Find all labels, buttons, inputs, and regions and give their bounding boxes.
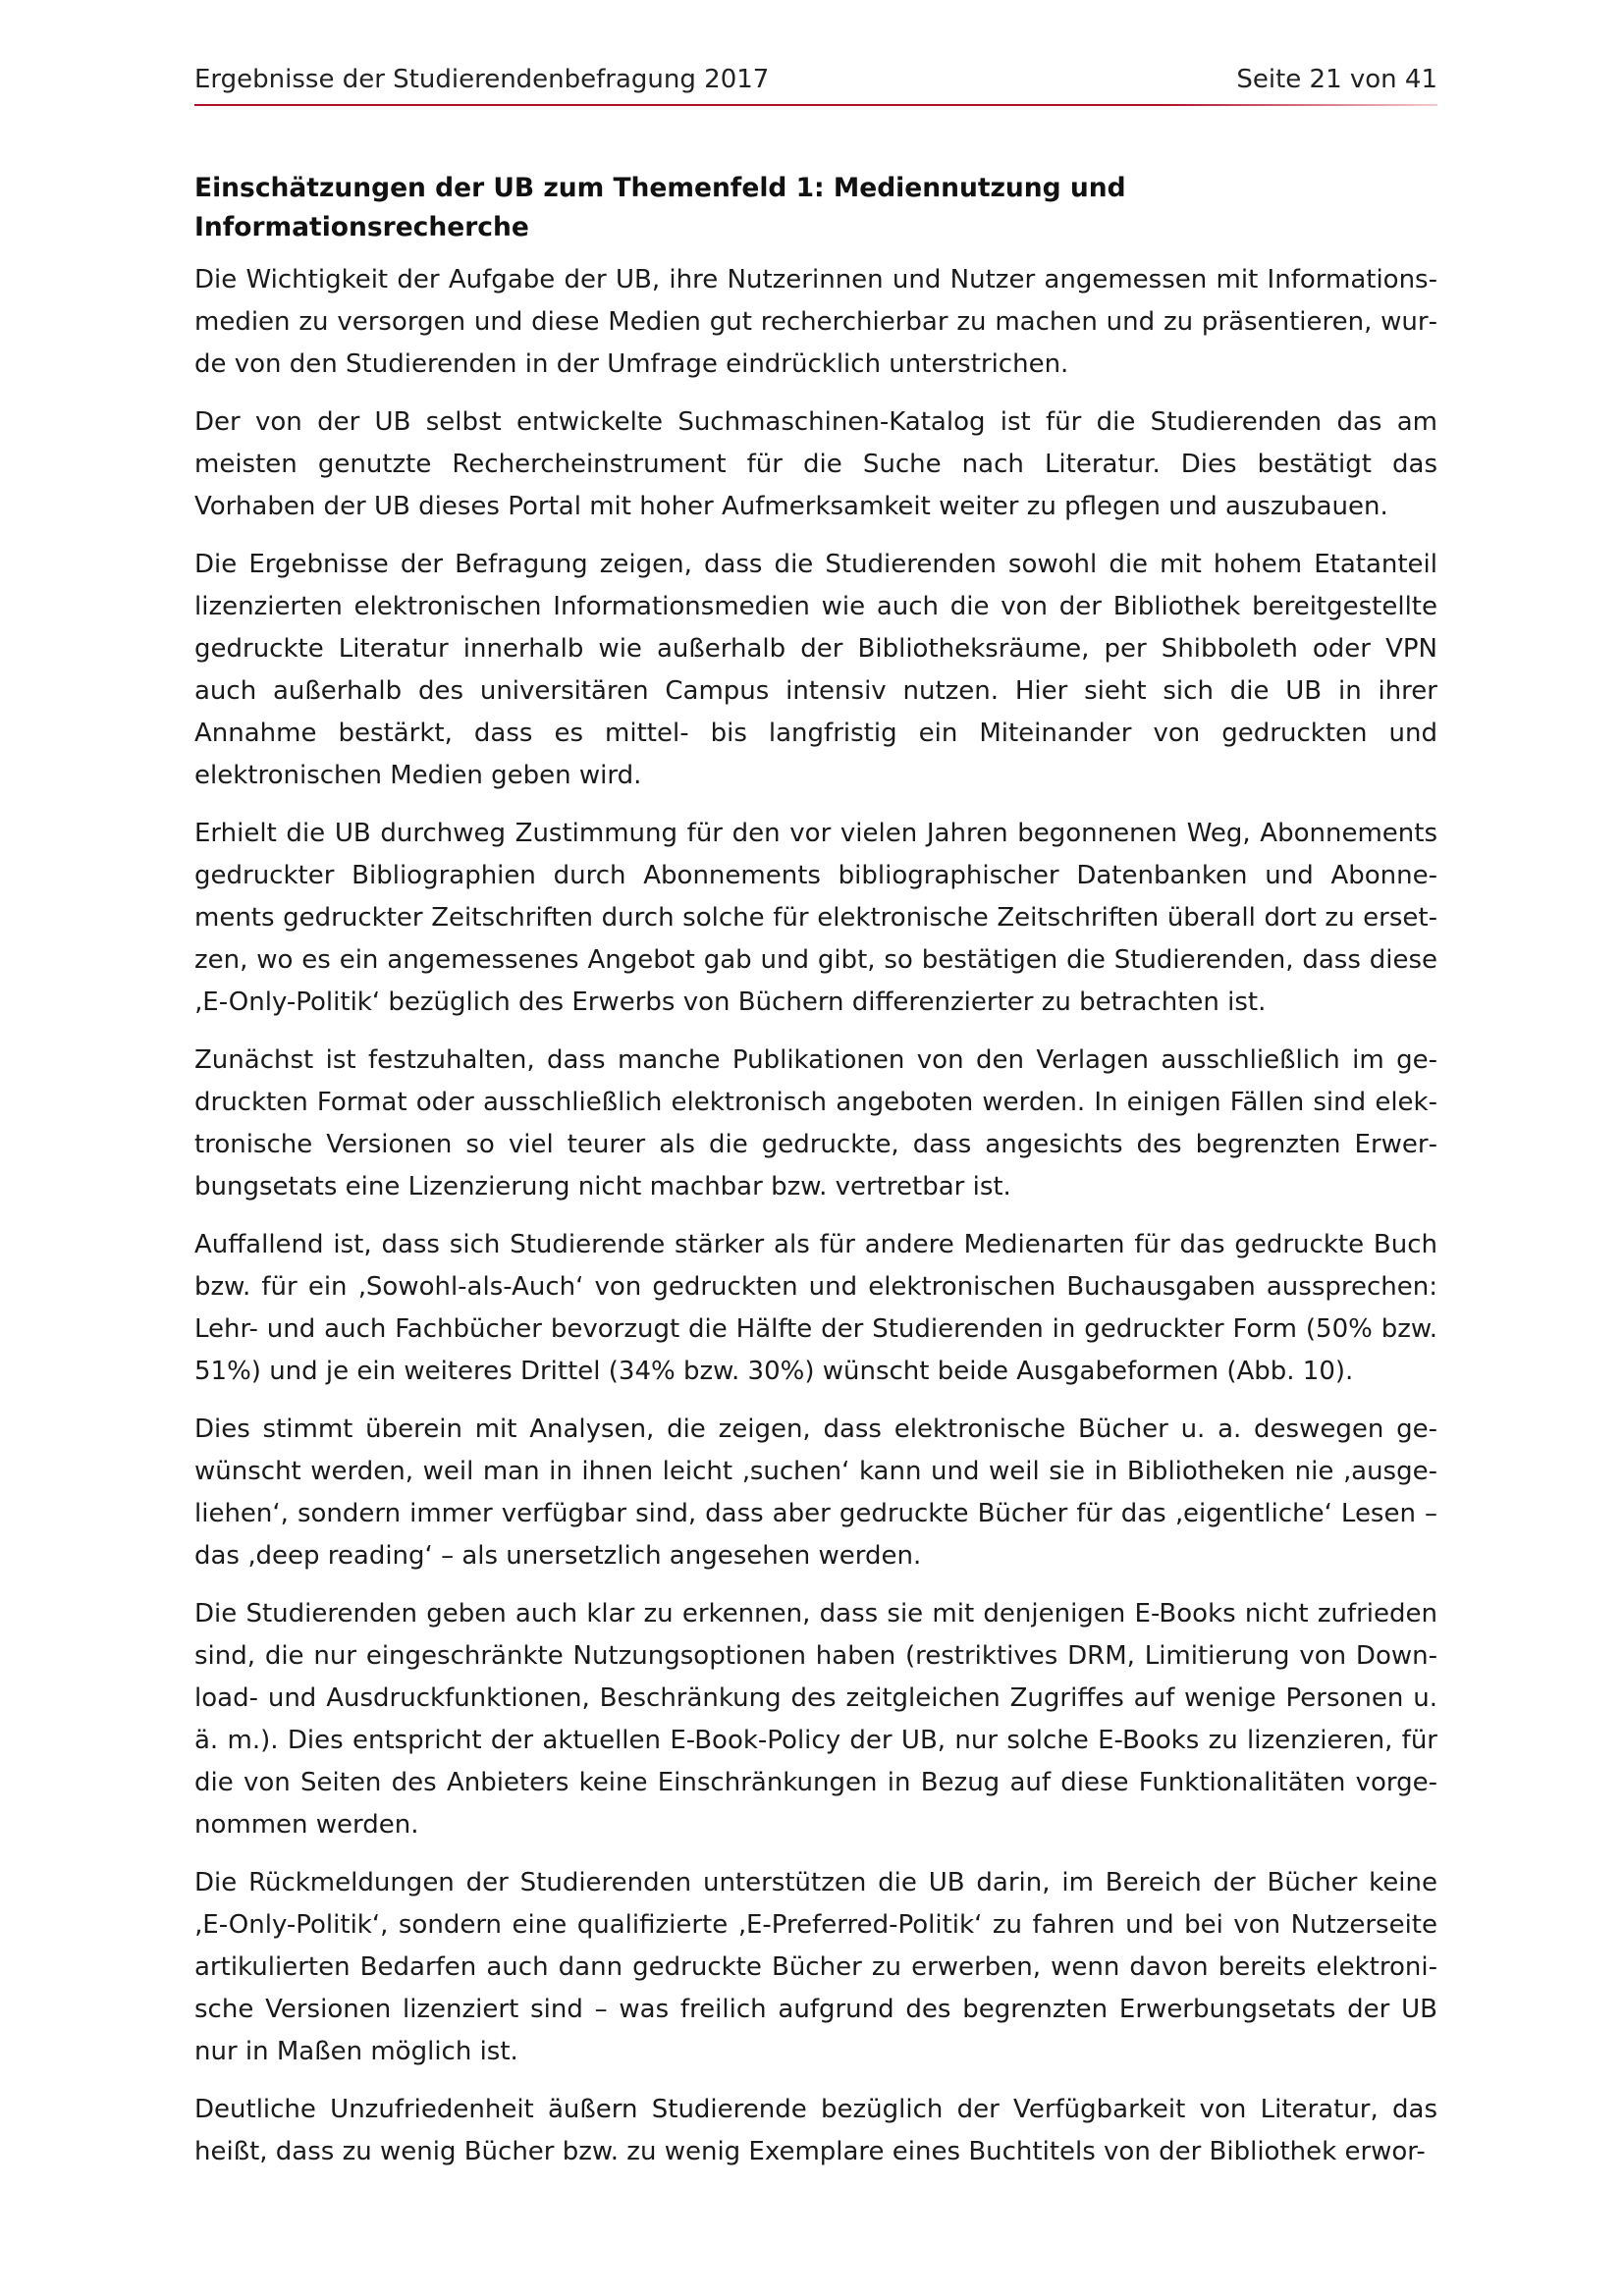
- paragraph: Die Studierenden geben auch klar zu erkennen, dass sie mit denjenigen E-Books nicht zufrieden sind, die nur eingeschränkte Nutzungsoptionen haben (restriktives DRM, Limitierung von Download- und Ausdruckfunktionen, Beschränkung des zeitgleichen Zugriffes auf wenige Personen u. ä. m.). Dies entspricht der aktuellen E-Book-Policy der UB, nur solche E-Books zu lizenzieren, für die von Seiten des Anbieters keine Einschränkungen in Bezug auf diese Funktionalitäten vorgenommen werden.: [194, 1599, 1437, 1840]
- page-body: [194, 169, 1437, 2189]
- header-divider: [194, 104, 1437, 106]
- document-title: Ergebnisse der Studierendenbefragung 2017: [194, 65, 770, 94]
- paragraph: Dies stimmt überein mit Analysen, die zeigen, dass elektronische Bücher u. a. deswegen gewünscht werden, weil man in ihnen leicht ‚suchen‘ kann und weil sie in Bibliotheken nie ‚ausgeliehen‘, sondern immer verfügbar sind, dass aber gedruckte Bücher für das ‚eigentliche‘ Lesen – das ‚deep reading‘ – als unersetzlich angesehen werden.: [194, 1415, 1437, 1571]
- paragraph: Die Rückmeldungen der Studierenden unterstützen die UB darin, im Bereich der Bücher keine ‚E-Only-Politik‘, sondern eine qualifizierte ‚E-Preferred-Politik‘ zu fahren und bei von Nutzerseite artikulierten Bedarfen auch dann gedruckte Bücher zu erwerben, wenn davon bereits elektronische Versionen lizenziert sind – was freilich aufgrund des begrenzten Erwerbungsetats der UB nur in Maßen möglich ist.: [194, 1868, 1437, 2066]
- paragraph: Erhielt die UB durchweg Zustimmung für den vor vielen Jahren begonnenen Weg, Abonnements gedruckter Bibliographien durch Abonnements bibliographischer Datenbanken und Abonnements gedruckter Zeitschriften durch solche für elektronische Zeitschriften überall dort zu ersetzen, wo es ein angemessenes Angebot gab und gibt, so bestätigen die Studierenden, dass diese ‚E-Only-Politik‘ bezüglich des Erwerbs von Büchern differenzierter zu betrachten ist.: [194, 819, 1437, 1017]
- page-number: Seite 21 von 41: [1236, 65, 1437, 94]
- paragraph: Die Ergebnisse der Befragung zeigen, dass die Studierenden sowohl die mit hohem Etatanteil lizenzierten elektronischen Informationsmedien wie auch die von der Bibliothek bereitgestellte gedruckte Literatur innerhalb wie außerhalb der Bibliotheksräume, per Shibboleth oder VPN auch außerhalb des universitären Campus intensiv nutzen. Hier sieht sich die UB in ihrer Annahme bestärkt, dass es mittel- bis langfristig ein Miteinander von gedruckten und elektronischen Medien geben wird.: [194, 550, 1437, 790]
- section-heading: Einschätzungen der UB zum Themenfeld 1: Mediennutzung und Informationsrecherche: [194, 173, 1126, 242]
- paragraph: Auffallend ist, dass sich Studierende stärker als für andere Medienarten für das gedruckte Buch bzw. für ein ‚Sowohl-als-Auch‘ von gedruckten und elektronischen Buchausgaben aussprechen: Lehr- und auch Fachbücher bevorzugt die Hälfte der Studierenden in gedruckter Form (50% bzw. 51%) und je ein weiteres Drittel (34% bzw. 30%) wünscht beide Ausgabeformen (Abb. 10).: [194, 1230, 1437, 1386]
- paragraph: Die Wichtigkeit der Aufgabe der UB, ihre Nutzerinnen und Nutzer angemessen mit Informationsmedien zu versorgen und diese Medien gut recherchierbar zu machen und zu präsentieren, wurde von den Studierenden in der Umfrage eindrücklich unterstrichen.: [194, 265, 1437, 379]
- paragraph: Deutliche Unzufriedenheit äußern Studierende bezüglich der Verfügbarkeit von Literatur, das heißt, dass zu wenig Bücher bzw. zu wenig Exemplare eines Buchtitels von der Bibliothek erwor-: [194, 2095, 1437, 2166]
- paragraph: Zunächst ist festzuhalten, dass manche Publikationen von den Verlagen ausschließlich im gedruckten Format oder ausschließlich elektronisch angeboten werden. In einigen Fällen sind elektronische Versionen so viel teurer als die gedruckte, dass angesichts des begrenzten Erwerbungsetats eine Lizenzierung nicht machbar bzw. vertretbar ist.: [194, 1045, 1437, 1201]
- page-header: [194, 59, 1437, 106]
- paragraph: Der von der UB selbst entwickelte Suchmaschinen-Katalog ist für die Studierenden das am meisten genutzte Rechercheinstrument für die Suche nach Literatur. Dies bestätigt das Vorhaben der UB dieses Portal mit hoher Aufmerksamkeit weiter zu pflegen und auszubauen.: [194, 407, 1437, 521]
